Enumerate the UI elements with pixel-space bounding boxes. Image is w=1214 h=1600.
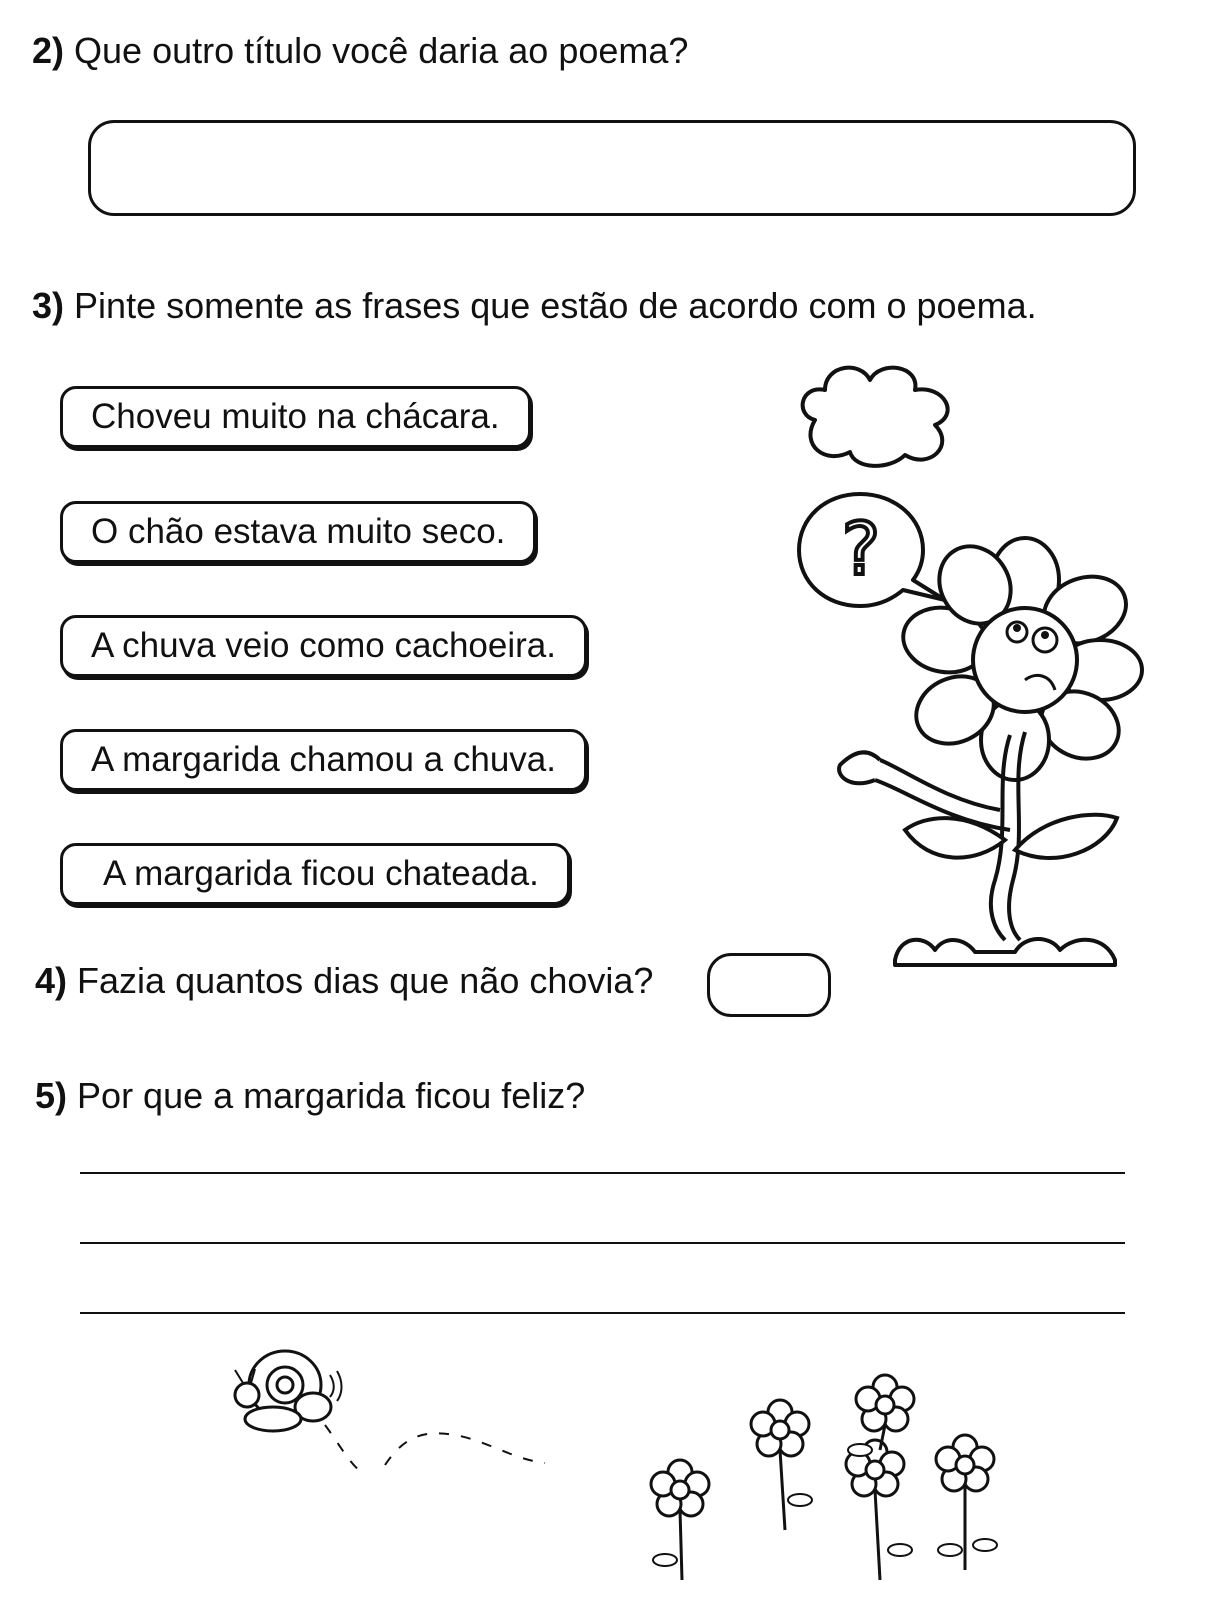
option-pill[interactable]: A margarida ficou chateada. <box>60 843 570 905</box>
question-4-answer-box[interactable] <box>707 953 831 1017</box>
question-3-number: 3) <box>32 285 65 326</box>
small-flowers-icon <box>630 1380 1010 1590</box>
option-pill[interactable]: A margarida chamou a chuva. <box>60 729 587 791</box>
question-2-text: Que outro título você daria ao poema? <box>74 30 689 71</box>
butterfly-icon <box>225 1335 565 1485</box>
answer-line-3[interactable] <box>80 1312 1125 1314</box>
question-mark: ? <box>841 507 881 591</box>
daisy-illustration <box>835 540 1135 980</box>
question-2-number: 2) <box>32 30 65 71</box>
answer-line-1[interactable] <box>80 1172 1125 1174</box>
option-pill[interactable]: Choveu muito na chácara. <box>60 386 531 448</box>
option-pill[interactable]: A chuva veio como cachoeira. <box>60 615 587 677</box>
question-5-text: Por que a margarida ficou feliz? <box>77 1075 586 1116</box>
answer-line-2[interactable] <box>80 1242 1125 1244</box>
question-2 <box>32 30 688 72</box>
cloud-icon <box>795 360 965 470</box>
question-4-number: 4) <box>35 960 68 1001</box>
question-2-answer-box[interactable] <box>88 120 1136 216</box>
question-4-text: Fazia quantos dias que não chovia? <box>77 960 654 1001</box>
question-5-number: 5) <box>35 1075 68 1116</box>
question-3-text: Pinte somente as frases que estão de acordo com o poema. <box>74 285 1037 326</box>
question-5 <box>35 1075 585 1117</box>
question-4 <box>35 960 653 1002</box>
option-pill[interactable]: O chão estava muito seco. <box>60 501 536 563</box>
question-3 <box>32 285 1037 327</box>
